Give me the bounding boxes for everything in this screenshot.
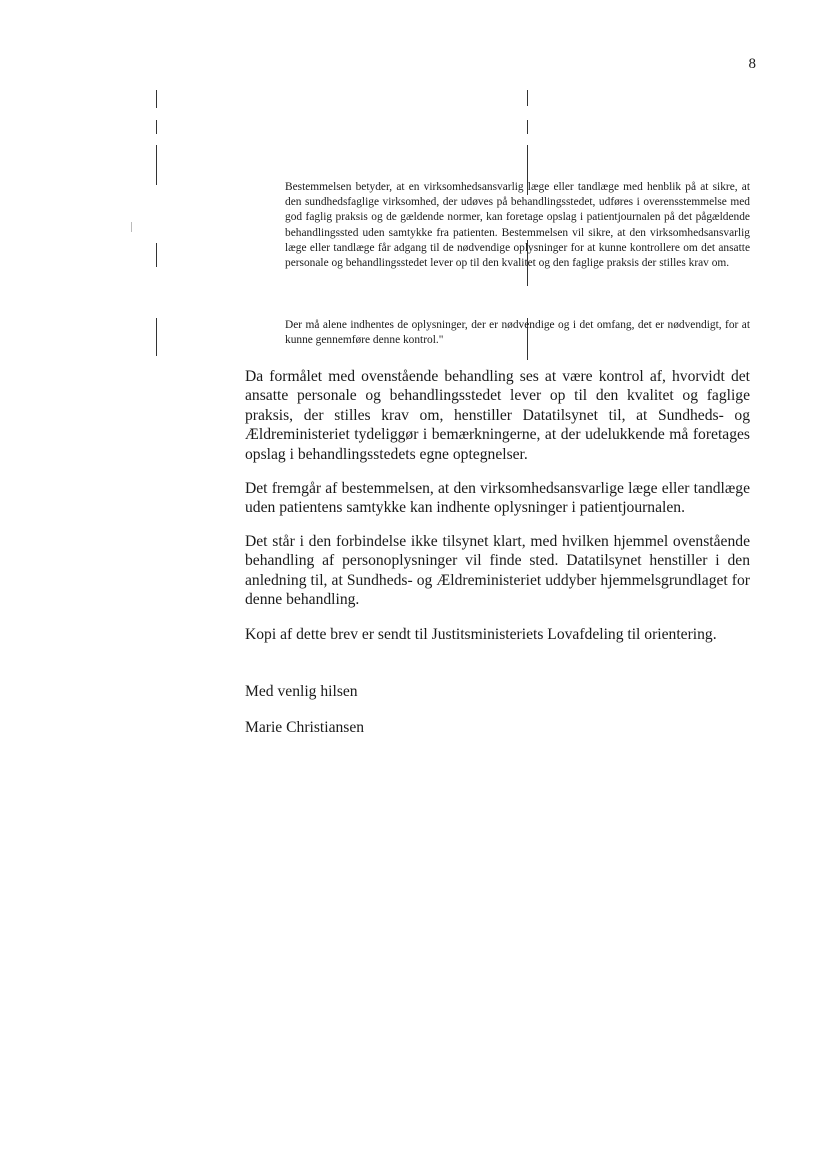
quote-paragraph: Der må alene indhentes de oplysninger, der er nødvendige og i det omfang, det er nødvendigt, for at kunne gennemføre denne kontrol.": [285, 319, 750, 347]
margin-mark: [527, 120, 528, 134]
margin-mark: [527, 90, 528, 106]
body-paragraph: Da formålet med ovenstående behandling ses at være kontrol af, hvorvidt det ansatte personale og behandlingsstedet lever op til den kvalitet og faglige praksis, der stilles krav om, henstiller Datatilsynet til, at Sundheds- og Ældreministeriet tydeliggør i bemærkningerne, at der udelukkende må foretages opslag i behandlingsstedets egne optegnelser.: [245, 368, 750, 463]
closing-greeting: Med venlig hilsen: [245, 683, 358, 700]
margin-mark: [131, 222, 132, 232]
margin-mark: [156, 243, 157, 267]
margin-mark: [156, 145, 157, 185]
margin-mark: [156, 90, 157, 108]
quote-block: [285, 318, 750, 348]
body-paragraph: Kopi af dette brev er sendt til Justitsministeriets Lovafdeling til orientering.: [245, 626, 717, 643]
body-paragraph: Det fremgår af bestemmelsen, at den virksomhedsansvarlige læge eller tandlæge uden patientens samtykke kan indhente oplysninger i patientjournalen.: [245, 480, 750, 517]
page-number: 8: [748, 56, 756, 72]
quote-paragraph: Bestemmelsen betyder, at en virksomhedsansvarlig læge eller tandlæge med henblik på at sikre, at den sundhedsfaglige virksomhed, der udøves på behandlingsstedet, udføres i overensstemmelse med god faglig praksis og de gældende normer, kan foretage opslag i patientjournalen på det pågældende behandlingssted uden samtykke fra patienten. Bestemmelsen vil sikre, at den virksomhedsansvarlig læge eller tandlæge får adgang til de nødvendige oplysninger for at kunne kontrollere om det ansatte personale og behandlingsstedet lever op til den kvalitet og den faglige praksis der stilles krav om.: [285, 181, 750, 270]
margin-mark: [156, 120, 157, 134]
margin-mark: [156, 318, 157, 356]
quote-block: [285, 180, 750, 271]
body-paragraph: Det står i den forbindelse ikke tilsynet klart, med hvilken hjemmel ovenstående behandling af personoplysninger vil finde sted. Datatilsynet henstiller i den anledning til, at Sundheds- og Ældreministeriet uddyber hjemmelsgrundlaget for denne behandling.: [245, 533, 750, 609]
signature-name: Marie Christiansen: [245, 719, 365, 736]
